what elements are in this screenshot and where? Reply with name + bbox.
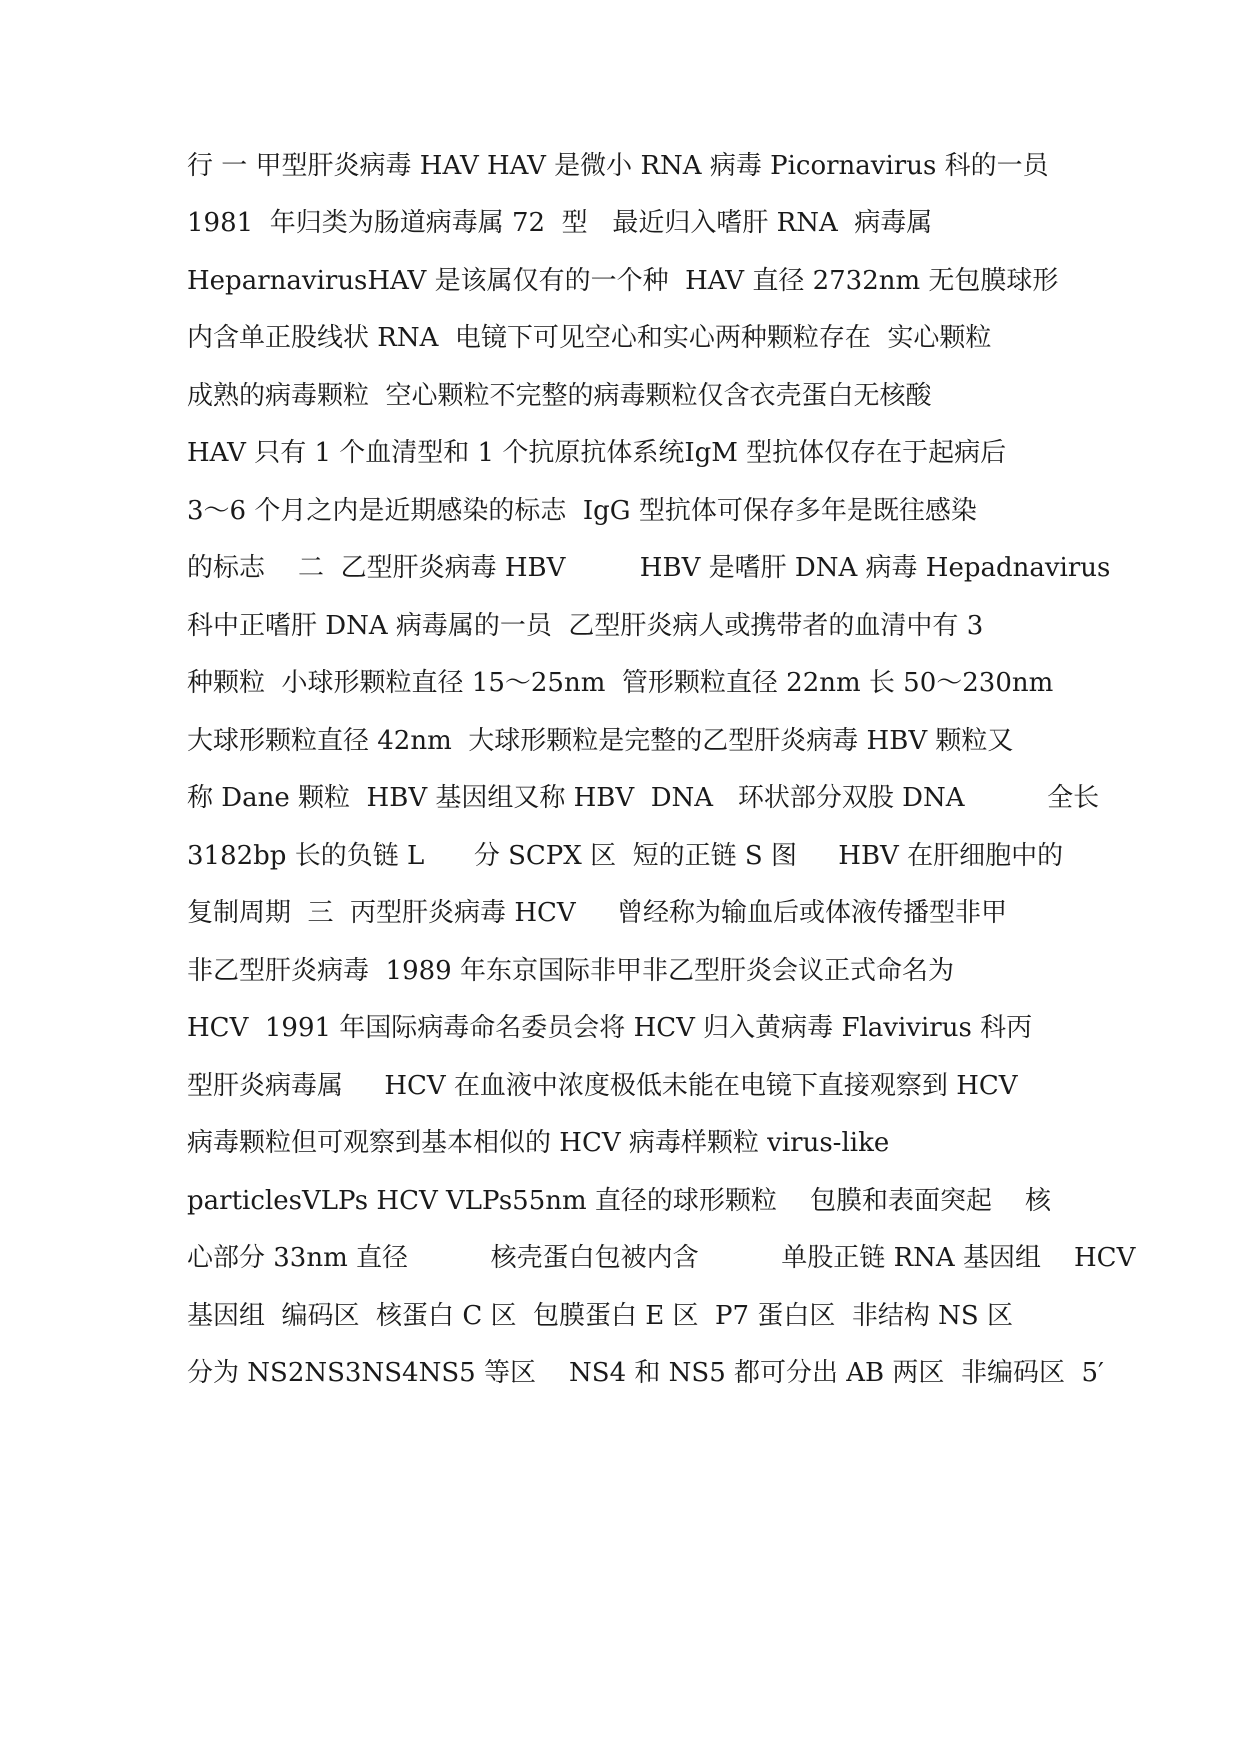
text-line-20: 心部分 33nm 直径 核壳蛋白包被内含 单股正链 RNA 基因组 HCV: [187, 1243, 1136, 1273]
text-line-1: 行 一 甲型肝炎病毒 HAV HAV 是微小 RNA 病毒 Picornavirus 科的一员: [187, 151, 1049, 181]
text-line-3: HeparnavirusHAV 是该属仅有的一个种 HAV 直径 2732nm 无包膜球形: [187, 266, 1059, 296]
text-line-19: particlesVLPs HCV VLPs55nm 直径的球形颗粒 包膜和表面突起 核: [187, 1186, 1052, 1216]
text-line-21: 基因组 编码区 核蛋白 C 区 包膜蛋白 E 区 P7 蛋白区 非结构 NS 区: [187, 1301, 1013, 1331]
text-line-16: HCV 1991 年国际病毒命名委员会将 HCV 归入黄病毒 Flavivirus 科丙: [187, 1013, 1033, 1043]
text-line-14: 复制周期 三 丙型肝炎病毒 HCV 曾经称为输血后或体液传播型非甲: [187, 898, 1007, 928]
text-line-22: 分为 NS2NS3NS4NS5 等区 NS4 和 NS5 都可分出 AB 两区 非编码区 5′: [187, 1358, 1104, 1388]
text-line-8: 的标志 二 乙型肝炎病毒 HBV HBV 是嗜肝 DNA 病毒 Hepadnavirus: [187, 553, 1111, 583]
text-line-6: HAV 只有 1 个血清型和 1 个抗原抗体系统IgM 型抗体仅存在于起病后: [187, 438, 1007, 468]
text-line-2: 1981 年归类为肠道病毒属 72 型 最近归入嗜肝 RNA 病毒属: [187, 208, 933, 238]
text-line-12: 称 Dane 颗粒 HBV 基因组又称 HBV DNA 环状部分双股 DNA 全长: [187, 783, 1100, 813]
text-line-17: 型肝炎病毒属 HCV 在血液中浓度极低未能在电镜下直接观察到 HCV: [187, 1071, 1018, 1101]
text-line-13: 3182bp 长的负链 L 分 SCPX 区 短的正链 S 图 HBV 在肝细胞中的: [187, 841, 1064, 871]
text-line-5: 成熟的病毒颗粒 空心颗粒不完整的病毒颗粒仅含衣壳蛋白无核酸: [187, 381, 932, 411]
text-line-9: 科中正嗜肝 DNA 病毒属的一员 乙型肝炎病人或携带者的血清中有 3: [187, 611, 984, 641]
text-line-18: 病毒颗粒但可观察到基本相似的 HCV 病毒样颗粒 virus-like: [187, 1128, 890, 1158]
text-line-11: 大球形颗粒直径 42nm 大球形颗粒是完整的乙型肝炎病毒 HBV 颗粒又: [187, 726, 1014, 756]
text-line-10: 种颗粒 小球形颗粒直径 15～25nm 管形颗粒直径 22nm 长 50～230nm: [187, 668, 1054, 698]
text-line-4: 内含单正股线状 RNA 电镜下可见空心和实心两种颗粒存在 实心颗粒: [187, 323, 992, 353]
text-line-15: 非乙型肝炎病毒 1989 年东京国际非甲非乙型肝炎会议正式命名为: [187, 956, 954, 986]
text-line-7: 3～6 个月之内是近期感染的标志 IgG 型抗体可保存多年是既往感染: [187, 496, 977, 526]
